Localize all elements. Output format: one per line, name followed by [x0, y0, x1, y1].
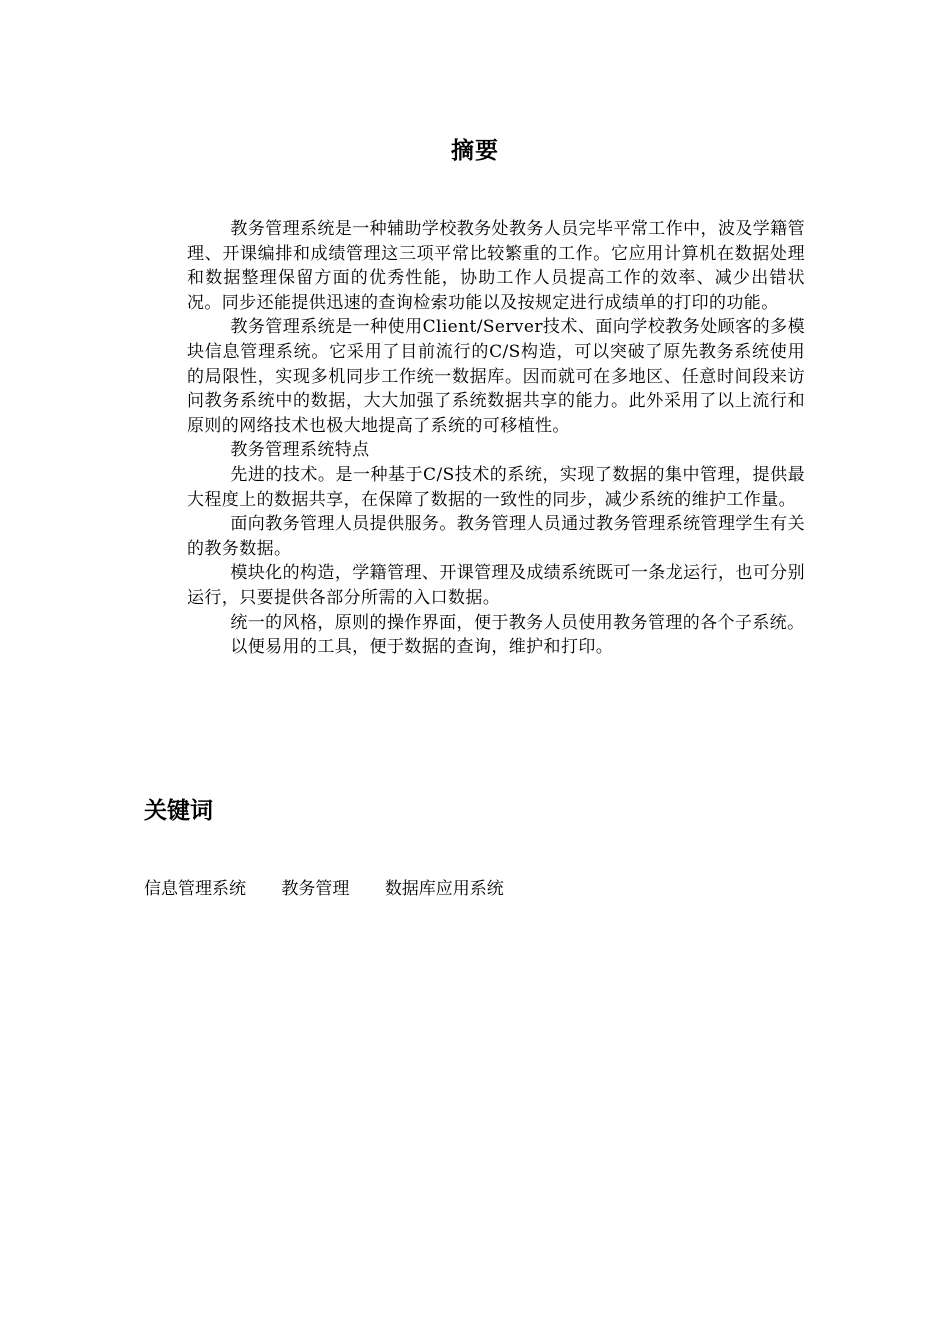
- abstract-paragraph: 先进的技术。是一种基于C/S技术的系统，实现了数据的集中管理，提供最大程度上的数据共享，在保障了数据的一致性的同步，减少系统的维护工作量。: [187, 464, 805, 510]
- abstract-paragraph: 教务管理系统特点: [230, 440, 370, 461]
- abstract-paragraph: 模块化的构造，学籍管理、开课管理及成绩系统既可一条龙运行，也可分别运行，只要提供各部分所需的入口数据。: [187, 563, 805, 608]
- keywords-heading: 关键词: [144, 798, 213, 824]
- abstract-paragraph: 教务管理系统是一种辅助学校教务处教务人员完毕平常工作中，波及学籍管理、开课编排和成绩管理这三项平常比较繁重的工作。它应用计算机在数据处理和数据整理保留方面的优秀性能，协助工作人员提高工作的效率、减少出错状况。同步还能提供迅速的查询检索功能以及按规定进行成绩单的打印的功能。: [187, 219, 805, 313]
- abstract-paragraph: 以便易用的工具，便于数据的查询，维护和打印。: [230, 637, 614, 658]
- keyword-item: 数据库应用系统: [384, 879, 504, 899]
- abstract-paragraph: 教务管理系统是一种使用Client/Server技术、面向学校教务处顾客的多模块信息管理系统。它采用了目前流行的C/S构造，可以突破了原先教务系统使用的局限性，实现多机同步工作统一数据库。因而就可在多地区、任意时间段来访问教务系统中的数据，大大加强了系统数据共享的能力。此外采用了以上流行和原则的网络技术也极大地提高了系统的可移植性。: [187, 317, 805, 436]
- keyword-item: 教务管理: [281, 879, 350, 899]
- abstract-title: 摘要: [451, 138, 499, 164]
- abstract-paragraph: 面向教务管理人员提供服务。教务管理人员通过教务管理系统管理学生有关的教务数据。: [187, 514, 805, 559]
- abstract-paragraph: 统一的风格，原则的操作界面，便于教务人员使用教务管理的各个子系统。: [230, 612, 805, 633]
- abstract-body: [187, 217, 805, 660]
- keyword-item: 信息管理系统: [144, 879, 246, 899]
- keywords-list: [144, 877, 534, 901]
